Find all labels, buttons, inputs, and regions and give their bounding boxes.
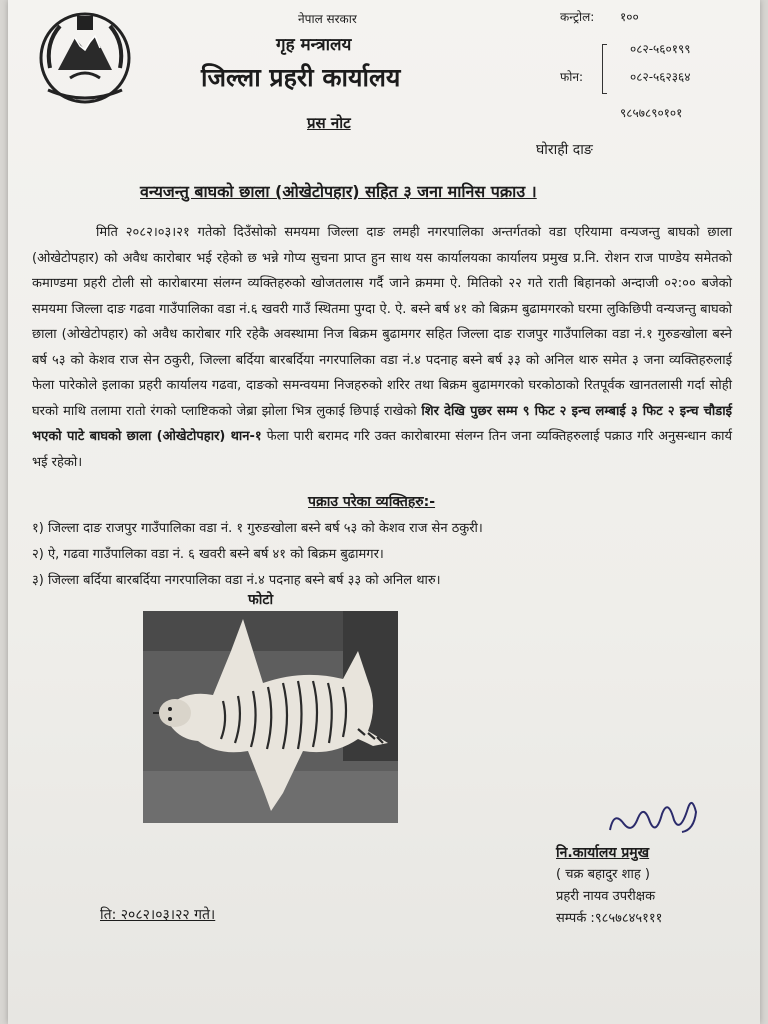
arrested-item-3: ३) जिल्ला बर्दिया बारबर्दिया नगरपालिका वडा नं.४ पदनाह बस्ने बर्ष ३३ को अनिल थारु। xyxy=(32,573,441,588)
location-label: घोराही दाङ xyxy=(536,142,593,158)
body-paragraph-end: फेला पारी बरामद गरि उक्त कारोबारमा संलग्न तिन जना व्यक्तिहरुलाई पक्राउ गरि अनुसन्धान कार्य भई रहेको। xyxy=(32,429,732,470)
press-body xyxy=(32,220,732,475)
press-note-label: प्रस नोट xyxy=(307,114,351,132)
phone-label: फोन: xyxy=(560,70,584,84)
phone-3: ९८५७८९०१०१ xyxy=(620,106,683,120)
nepal-emblem-icon xyxy=(30,8,140,108)
signature-scribble xyxy=(604,790,704,846)
phone-2: ०८२-५६२३६४ xyxy=(630,70,691,84)
phone-1: ०८२-५६०१९९ xyxy=(630,42,691,56)
issue-date: ति: २०८२।०३।२२ गते। xyxy=(100,907,216,923)
body-paragraph: मिति २०८२।०३।२१ गतेको दिउँसोको समयमा जिल्ला दाङ लमही नगरपालिका अन्तर्गतको वडा एरियामा वन्यजन्तु बाघको छाला (ओखेटोपहार) को अवैध कारोबार भई रहेको छ भन्ने गोप्य सुचना प्राप्त हुन साथ यस कार्यालयका कार्यालय प्रमुख प्र.नि. रोशन राज पाण्डेय समेतको कमाण्डमा प्रहरी टोली सो कारोबारमा संलग्न व्यक्तिहरुको खोजतलास गर्दै जाने क्रममा ऐ. मितिको २२ गते राती बिहानको अन्दाजी ०२:०० बजेको समयमा जिल्ला दाङ गढवा गाउँपालिका वडा नं.६ खवरी गाउँ स्थितमा पुग्दा ऐ. ऐ. बस्ने बर्ष ४१ को बिक्रम बुढामगरको घरमा लुकिछिपी वन्यजन्तु बाघको छाला (ओखेटोपहार) को अवैध कारोबार गरि रहेकै अवस्थामा निज बिक्रम बुढामगर सहित जिल्ला दाङ राजपुर गाउँपालिका वडा नं.१ गुरुङखोला बस्ने बर्ष ५३ को केशव राज सेन ठकुरी, जिल्ला बर्दिया बारबर्दिया नगरपालिका वडा नं.४ पदनाह बस्ने बर्ष ३३ को अनिल थारु समेत ३ जना व्यक्तिहरुलाई फेला पारेकोले इलाका प्रहरी कार्यालय गढवा, दाङको समन्वयमा निजहरुको शरिर तथा बिक्रम बुढामगरको घरकोठाको रितपूर्वक खानतलासी गर्दा सोही घरको माथि तलामा रातो रंगको प्लाष्टिकको जेब्रा झोला भित्र लुकाई छिपाई राखेको xyxy=(32,225,732,419)
signatory-contact: सम्पर्क :९८५७८४५१११ xyxy=(556,911,663,926)
signatory-title: नि.कार्यालय प्रमुख xyxy=(556,845,650,861)
photo-label: फोटो xyxy=(248,592,274,608)
body-bold-detail: शिर देखि पुछर सम्म ९ फिट २ इन्च लम्बाई ३ फिट २ इन्च चौडाई भएको पाटे बाघको छाला (ओखेटोपहार) थान-१ xyxy=(32,403,733,444)
signature-block xyxy=(556,842,662,930)
press-title: वन्यजन्तु बाघको छाला (ओखेटोपहार) सहित ३ जना मानिस पक्राउ । xyxy=(140,182,537,201)
control-label: कन्ट्रोल: xyxy=(560,10,595,24)
ministry-label: गृह मन्त्रालय xyxy=(276,35,352,55)
tiger-skin-photo xyxy=(143,611,398,823)
office-title: जिल्ला प्रहरी कार्यालय xyxy=(201,63,401,92)
control-value: १०० xyxy=(620,10,639,24)
government-label: नेपाल सरकार xyxy=(298,12,357,26)
signatory-name: ( चक्र बहादुर शाह ) xyxy=(556,867,650,882)
phone-bracket xyxy=(602,44,607,94)
arrested-item-1: १) जिल्ला दाङ राजपुर गाउँपालिका वडा नं. १ गुरुङखोला बस्ने बर्ष ५३ को केशव राज सेन ठकुरी। xyxy=(32,521,483,536)
svg-text:———: ——— xyxy=(76,96,94,103)
arrested-heading: पक्राउ परेका व्यक्तिहरु:- xyxy=(308,494,436,510)
document-page xyxy=(8,0,760,1024)
signatory-rank: प्रहरी नायव उपरीक्षक xyxy=(556,889,656,904)
arrested-item-2: २) ऐ, गढवा गाउँपालिका वडा नं. ६ खवरी बस्ने बर्ष ४१ को बिक्रम बुढामगर। xyxy=(32,547,384,562)
